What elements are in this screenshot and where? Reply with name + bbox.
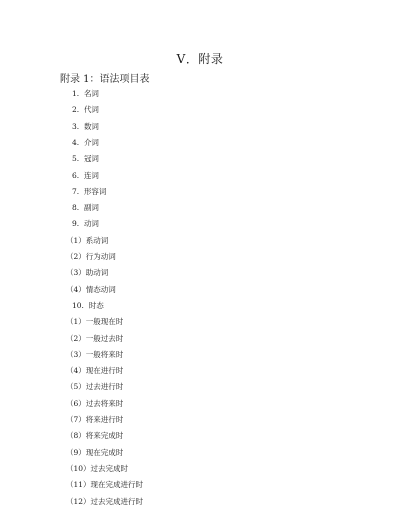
- list-item-number: 1.: [72, 89, 80, 98]
- list-item-number: 4.: [72, 137, 80, 147]
- section-heading: V．附录: [176, 52, 224, 66]
- list-item: [72, 138, 99, 148]
- list-item-label: 过去完成进行时: [90, 496, 144, 506]
- list-item: [72, 89, 99, 99]
- list-item-number: 7.: [72, 186, 80, 196]
- list-item-label: 动词: [83, 219, 99, 229]
- list-item-number: 9.: [72, 219, 80, 229]
- list-item-label: 过去将来时: [85, 398, 124, 408]
- list-item-number: （8）: [66, 431, 86, 441]
- list-item-label: 过去完成时: [90, 463, 129, 473]
- list-item-label: 现在进行时: [85, 366, 124, 376]
- list-item-label: 形容词: [83, 186, 107, 196]
- list-item-label: 名词: [83, 89, 99, 98]
- list-item: [72, 105, 99, 115]
- list-item: [66, 399, 123, 409]
- list-item-number: （1）: [66, 235, 86, 245]
- list-item: [72, 301, 104, 311]
- list-item-number: （6）: [66, 398, 86, 408]
- list-item: [66, 285, 116, 295]
- list-item-number: 6.: [72, 170, 80, 180]
- list-item-number: （2）: [66, 252, 86, 261]
- list-item-label: 将来完成时: [85, 431, 124, 441]
- list-item: [72, 122, 99, 132]
- list-item-number: （4）: [66, 366, 86, 376]
- list-item: [66, 431, 123, 441]
- list-item-label: 一般过去时: [85, 333, 124, 343]
- list-item-number: （5）: [66, 382, 86, 392]
- list-item-number: （3）: [66, 349, 86, 359]
- list-item-label: 介词: [83, 137, 99, 147]
- list-item: [72, 154, 99, 164]
- list-item: [66, 366, 123, 376]
- list-item-number: 5.: [72, 154, 80, 164]
- list-item-number: 3.: [72, 121, 80, 131]
- list-item-number: 2.: [72, 105, 80, 115]
- list-item-label: 将来进行时: [85, 415, 124, 424]
- list-item-number: （9）: [66, 447, 86, 457]
- list-item: [72, 187, 106, 197]
- list-item-number: （12）: [66, 496, 91, 506]
- list-item-label: 过去进行时: [85, 382, 124, 392]
- list-item: [66, 350, 123, 360]
- list-item-label: 现在完成时: [85, 447, 124, 457]
- list-item-label: 连词: [83, 170, 99, 180]
- list-item-label: 数词: [83, 121, 99, 131]
- list-item-label: 一般将来时: [85, 349, 124, 359]
- list-item-label: 情态动词: [85, 284, 116, 294]
- list-item: [66, 448, 123, 458]
- list-item-label: 助动词: [85, 268, 109, 278]
- list-item-label: 一般现在时: [85, 317, 124, 327]
- list-item-label: 时态: [88, 300, 104, 310]
- list-item-number: （7）: [66, 415, 86, 424]
- list-item: [66, 415, 123, 425]
- list-item: [66, 317, 123, 327]
- list-item: [66, 464, 128, 474]
- list-item-number: （11）: [66, 480, 91, 490]
- list-item: [72, 203, 99, 213]
- list-item-label: 副词: [83, 203, 99, 213]
- list-item-number: （2）: [66, 333, 86, 343]
- list-item: [66, 382, 123, 392]
- list-item-number: （1）: [66, 317, 86, 327]
- list-item: [72, 171, 99, 181]
- list-item: [66, 497, 143, 507]
- list-item-label: 行为动词: [85, 252, 116, 261]
- list-item-label: 代词: [83, 105, 99, 115]
- list-item-number: 8.: [72, 203, 80, 213]
- list-item-number: （10）: [66, 463, 91, 473]
- list-item-label: 冠词: [83, 154, 99, 164]
- list-item-label: 系动词: [85, 235, 109, 245]
- list-item-number: （3）: [66, 268, 86, 278]
- list-item: [66, 268, 108, 278]
- list-item: [66, 334, 123, 344]
- list-item-number: （4）: [66, 284, 86, 294]
- list-item-label: 现在完成进行时: [90, 480, 144, 490]
- list-item: [72, 219, 99, 229]
- list-item: [66, 252, 116, 262]
- list-item: [66, 480, 143, 490]
- list-item: [66, 236, 108, 246]
- list-item-number: 10.: [72, 300, 84, 310]
- appendix-title: 附录 1：语法项目表: [60, 74, 150, 85]
